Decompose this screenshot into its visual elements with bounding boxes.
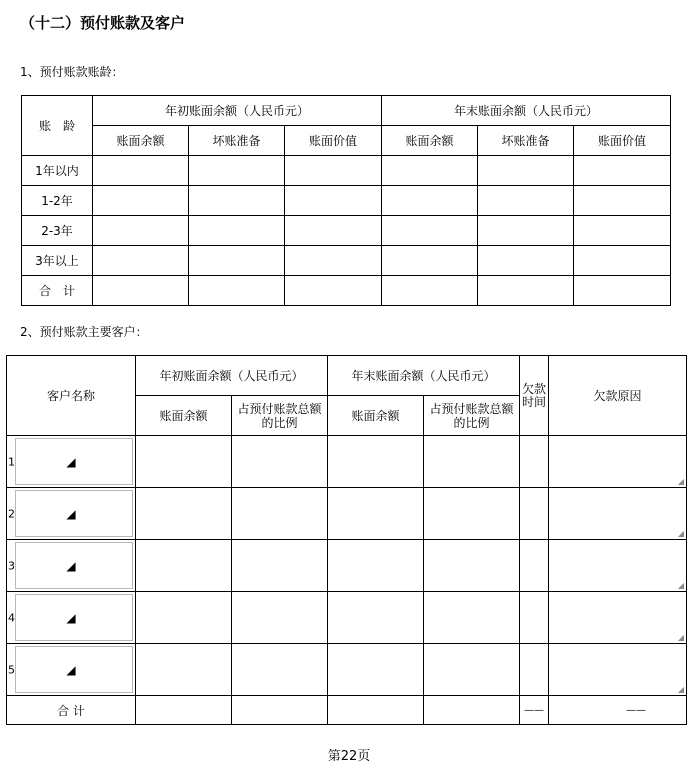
row-label: 1年以内 (22, 156, 93, 186)
closing-balance-header: 年末账面余额（人民币元） (328, 356, 520, 396)
table-row (7, 592, 687, 644)
row-label: 3年以上 (22, 246, 93, 276)
value-cell[interactable] (328, 540, 424, 592)
value-cell[interactable] (574, 276, 671, 306)
row-number: 5 (8, 663, 15, 676)
text-field[interactable] (15, 542, 133, 589)
reason-cell[interactable] (549, 540, 687, 592)
value-cell[interactable] (232, 540, 328, 592)
resize-grip-icon[interactable]: ◢ (677, 477, 685, 486)
col-book-balance: 账面余额 (382, 126, 478, 156)
page-number: 第22页 (327, 749, 371, 764)
aging-subtitle: 1、预付账款账龄： (20, 65, 124, 79)
row-label: 2-3年 (22, 216, 93, 246)
value-cell[interactable] (285, 186, 382, 216)
customer-name-cell[interactable] (7, 436, 136, 488)
customer-name-cell[interactable] (7, 488, 136, 540)
value-cell[interactable] (328, 436, 424, 488)
value-cell[interactable] (478, 216, 574, 246)
table-row-total (22, 276, 671, 306)
value-cell[interactable] (232, 436, 328, 488)
value-cell[interactable] (424, 540, 520, 592)
value-cell[interactable] (520, 540, 549, 592)
value-cell[interactable] (478, 246, 574, 276)
value-cell[interactable] (574, 216, 671, 246)
value-cell[interactable] (478, 186, 574, 216)
value-cell[interactable] (93, 156, 189, 186)
reason-cell[interactable] (549, 436, 687, 488)
customer-name-cell[interactable] (7, 644, 136, 696)
resize-grip-icon[interactable]: ◢ (677, 529, 685, 538)
total-time-cell: —— (520, 696, 549, 725)
arrears-time-header: 欠款时间 (520, 356, 549, 436)
row-number: 4 (8, 611, 15, 624)
value-cell[interactable] (382, 156, 478, 186)
aging-table (21, 95, 671, 306)
resize-grip-icon[interactable]: ◢ (677, 633, 685, 642)
value-cell[interactable] (382, 246, 478, 276)
col-book-value: 账面价值 (574, 126, 671, 156)
value-cell[interactable] (574, 156, 671, 186)
value-cell[interactable] (424, 696, 520, 725)
text-field[interactable] (15, 594, 133, 641)
table-row-total (7, 696, 687, 725)
value-cell[interactable] (285, 216, 382, 246)
value-cell[interactable] (328, 592, 424, 644)
table-row (22, 186, 671, 216)
value-cell[interactable] (382, 216, 478, 246)
value-cell[interactable] (285, 276, 382, 306)
value-cell[interactable] (382, 186, 478, 216)
arrears-reason-header: 欠款原因 (549, 356, 687, 436)
opening-balance-header: 年初账面余额（人民币元） (93, 96, 382, 126)
value-cell[interactable] (93, 186, 189, 216)
value-cell[interactable] (520, 436, 549, 488)
value-cell[interactable] (93, 246, 189, 276)
value-cell[interactable] (136, 540, 232, 592)
value-cell[interactable] (520, 644, 549, 696)
customer-name-cell[interactable] (7, 540, 136, 592)
value-cell[interactable] (232, 592, 328, 644)
value-cell[interactable] (574, 186, 671, 216)
closing-balance-header: 年末账面余额（人民币元） (382, 96, 671, 126)
resize-grip-icon[interactable]: ◢ (66, 558, 76, 573)
resize-grip-icon[interactable]: ◢ (66, 454, 76, 469)
opening-balance-header: 年初账面余额（人民币元） (136, 356, 328, 396)
col-bad-debt: 坏账准备 (478, 126, 574, 156)
table-row (22, 156, 671, 186)
value-cell[interactable] (189, 156, 285, 186)
text-field[interactable] (15, 490, 133, 537)
row-label-total: 合 计 (7, 696, 136, 725)
table-row (7, 436, 687, 488)
value-cell[interactable] (136, 592, 232, 644)
total-reason-cell: —— (549, 696, 687, 725)
value-cell[interactable] (328, 488, 424, 540)
value-cell[interactable] (478, 276, 574, 306)
value-cell[interactable] (328, 644, 424, 696)
value-cell[interactable] (189, 186, 285, 216)
value-cell[interactable] (574, 246, 671, 276)
value-cell[interactable] (424, 436, 520, 488)
value-cell[interactable] (478, 156, 574, 186)
resize-grip-icon[interactable]: ◢ (677, 581, 685, 590)
row-label: 1-2年 (22, 186, 93, 216)
value-cell[interactable] (189, 246, 285, 276)
value-cell[interactable] (424, 488, 520, 540)
value-cell[interactable] (424, 644, 520, 696)
reason-cell[interactable] (549, 488, 687, 540)
row-number: 2 (8, 507, 15, 520)
age-header: 账 龄 (22, 96, 93, 156)
value-cell[interactable] (285, 156, 382, 186)
value-cell[interactable] (520, 488, 549, 540)
value-cell[interactable] (232, 488, 328, 540)
section-title: （十二）预付账款及客户 (20, 14, 186, 32)
value-cell[interactable] (328, 696, 424, 725)
resize-grip-icon[interactable]: ◢ (66, 610, 76, 625)
row-label-total: 合 计 (22, 276, 93, 306)
value-cell[interactable] (136, 696, 232, 725)
value-cell[interactable] (424, 592, 520, 644)
customers-subtitle: 2、预付账款主要客户： (20, 325, 148, 339)
resize-grip-icon[interactable]: ◢ (66, 662, 76, 677)
table-row (7, 540, 687, 592)
value-cell[interactable] (520, 592, 549, 644)
table-row (22, 246, 671, 276)
text-field[interactable] (15, 438, 133, 485)
value-cell[interactable] (382, 276, 478, 306)
table-row (22, 216, 671, 246)
row-number: 3 (8, 559, 15, 572)
value-cell[interactable] (93, 216, 189, 246)
value-cell[interactable] (189, 216, 285, 246)
value-cell[interactable] (136, 644, 232, 696)
col-ratio: 占预付账款总额的比例 (232, 396, 328, 436)
col-book-balance: 账面余额 (136, 396, 232, 436)
col-bad-debt: 坏账准备 (189, 126, 285, 156)
value-cell[interactable] (93, 276, 189, 306)
col-book-value: 账面价值 (285, 126, 382, 156)
customer-name-header: 客户名称 (7, 356, 136, 436)
resize-grip-icon[interactable]: ◢ (66, 506, 76, 521)
value-cell[interactable] (232, 644, 328, 696)
reason-cell[interactable] (549, 592, 687, 644)
table-row (7, 644, 687, 696)
text-field[interactable] (15, 646, 133, 693)
resize-grip-icon[interactable]: ◢ (677, 685, 685, 694)
value-cell[interactable] (285, 246, 382, 276)
table-row (7, 488, 687, 540)
col-ratio: 占预付账款总额的比例 (424, 396, 520, 436)
reason-cell[interactable] (549, 644, 687, 696)
col-book-balance: 账面余额 (93, 126, 189, 156)
value-cell[interactable] (136, 436, 232, 488)
value-cell[interactable] (189, 276, 285, 306)
value-cell[interactable] (136, 488, 232, 540)
value-cell[interactable] (232, 696, 328, 725)
col-book-balance: 账面余额 (328, 396, 424, 436)
row-number: 1 (8, 455, 15, 468)
customer-name-cell[interactable] (7, 592, 136, 644)
customers-table (6, 355, 687, 725)
